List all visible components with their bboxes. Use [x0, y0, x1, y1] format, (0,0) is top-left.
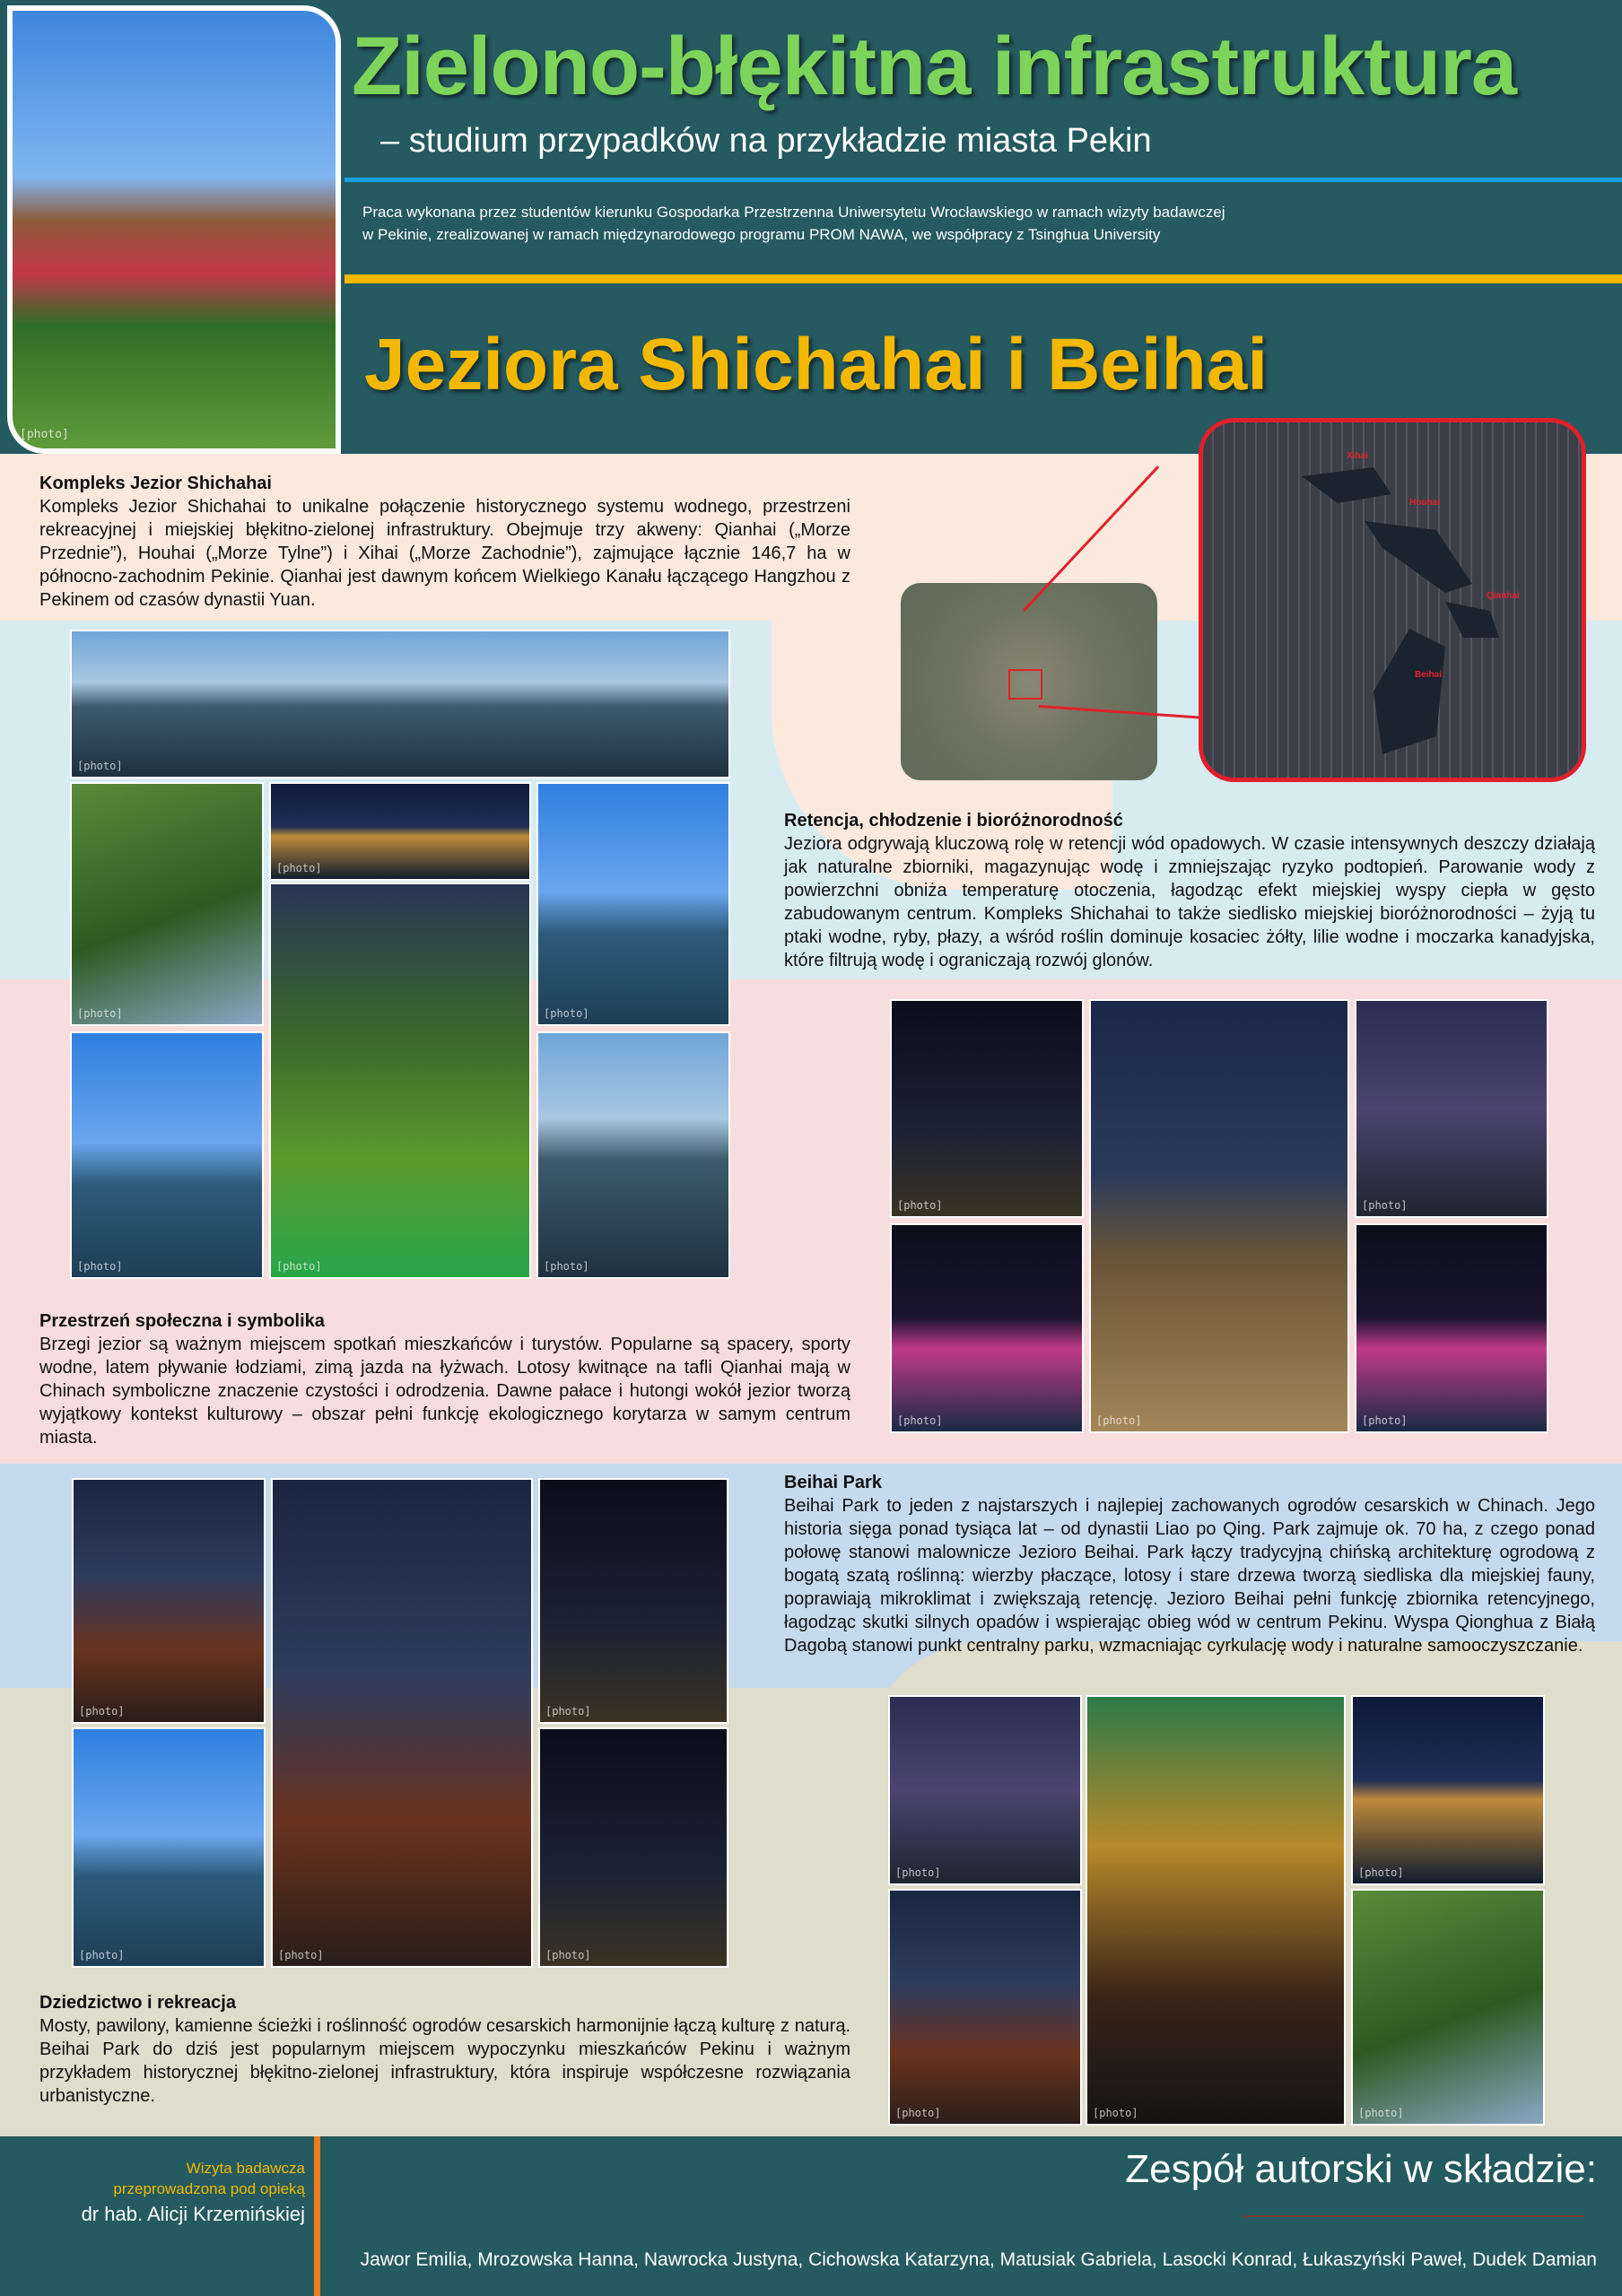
heading-heritage: Dziedzictwo i rekreacja — [39, 1993, 236, 2013]
photo-city-skyline: [photo] — [1355, 999, 1548, 1218]
photo-floating-plants: [photo] — [269, 883, 531, 1279]
lake-xihai — [1302, 467, 1391, 503]
text-shichahai — [39, 472, 850, 612]
photo-stone-bridge-night: [photo] — [538, 1478, 728, 1724]
visit-line-2: przeprowadzona pod opieką — [113, 2180, 305, 2197]
body-heritage: Mosty, pawilony, kamienne ścieżki i roślinność ogrodów cesarskich harmonijnie łączą kulturę z naturą. Beihai Park do dziś jest popularnym miejscem wypoczynku mieszkańców Pekinu i ważnym przykładem historycznej błękitno-zielonej infrastruktury, która inspiruje współczesne rozwiązania urbanistyczne. — [39, 2016, 850, 2106]
poster-title: Zielono-błękitna infrastruktura — [352, 21, 1517, 112]
visit-note — [0, 2158, 305, 2199]
lake-outlines — [1203, 422, 1586, 782]
heading-beihai: Beihai Park — [784, 1473, 882, 1492]
photo-boats-lake: [photo] — [536, 1031, 730, 1279]
photo-night-pavilion: [photo] — [269, 782, 531, 881]
text-beihai — [784, 1471, 1595, 1657]
lake-qianhai — [1445, 602, 1499, 638]
map-label-xihai: Xihai — [1347, 451, 1368, 461]
photo-lake-panorama: [photo] — [70, 630, 730, 778]
photo-garden-rocks: [photo] — [538, 1727, 728, 1968]
satellite-map-beijing — [901, 583, 1157, 780]
map-label-houhai: Houhai — [1409, 498, 1440, 508]
photo-pagoda-shore: [photo] — [70, 1031, 264, 1279]
photo-tower-night: [photo] — [888, 1889, 1082, 2126]
text-retention — [784, 809, 1595, 972]
photo-boardwalk-night: [photo] — [1089, 999, 1349, 1433]
lake-beihai — [1373, 629, 1445, 754]
heading-shichahai: Kompleks Jezior Shichahai — [39, 474, 272, 493]
photo-white-dagoba-gate: [photo] — [271, 1478, 533, 1968]
intro-line-2: w Pekinie, zrealizowanej w ramach międzynarodowego programu PROM NAWA, we współpracy z Tsinghua University — [362, 226, 1161, 243]
photo-canal-night: [photo] — [890, 999, 1084, 1218]
heading-retention: Retencja, chłodzenie i bioróżnorodność — [784, 811, 1123, 831]
photo-arched-bridge: [photo] — [72, 1727, 266, 1968]
map-label-qianhai: Qianhai — [1487, 591, 1520, 601]
poster-subtitle: – studium przypadków na przykładzie miasta Pekin — [380, 122, 1152, 160]
header-divider-blue — [344, 178, 1622, 182]
body-social: Brzegi jezior są ważnym miejscem spotkań mieszkańców i turystów. Popularne są spacery, sporty wodne, latem pływanie łodziami, zimą jazda na łyżwach. Lotosy kwitnące na tafli Qianhai mają w Chinach symboliczne znaczenie czystości i odrodzenia. Dawne pałace i hutongi wokół jezior tworzą wyjątkowy kontekst kulturowy – obszar pełni funkcję ekologicznego korytarza w samym centrum miasta. — [39, 1335, 850, 1448]
map-label-beihai: Beihai — [1415, 670, 1443, 680]
text-social — [39, 1309, 850, 1449]
footer-divider — [1243, 2215, 1584, 2217]
photo-red-pavilion: [photo] — [72, 1478, 266, 1724]
photo-dagoba-twilight: [photo] — [888, 1695, 1082, 1885]
photo-willow-bridge: [photo] — [70, 782, 264, 1026]
photo-reflections-night: [photo] — [890, 1223, 1084, 1433]
authors-list: Jawor Emilia, Mrozowska Hanna, Nawrocka Justyna, Cichowska Katarzyna, Matusiak Gabriela, Lasocki Konrad, Łukaszyński Paweł, Dudek Damian — [360, 2249, 1597, 2270]
text-heritage — [39, 1991, 850, 2108]
section-title: Jeziora Shichahai i Beihai — [364, 324, 1269, 405]
photo-lily-pads: [photo] — [536, 782, 730, 1026]
map-highlight-box — [1008, 669, 1042, 700]
intro-line-1: Praca wykonana przez studentów kierunku Gospodarka Przestrzenna Uniwersytetu Wrocławskiego w ramach wizyty badawczej — [362, 204, 1225, 221]
body-shichahai: Kompleks Jezior Shichahai to unikalne połączenie historycznego systemu wodnego, przestrzeni rekreacyjnej i miejskiej błękitno-zielonej infrastruktury. Obejmuje trzy akweny: Qianhai („Morze Przednie”), Houhai („Morze Tylne”) i Xihai („Morze Zachodnie”), zajmujące łącznie 146,7 ha w północno-zachodnim Pekinie. Qianhai jest dawnym końcem Wielkiego Kanału łączącego Hangzhou z Pekinem od czasów dynastii Yuan. — [39, 497, 850, 610]
lake-houhai — [1365, 521, 1472, 593]
intro-text — [362, 201, 1313, 246]
supervisor-name: dr hab. Alicji Krzemińskiej — [81, 2203, 305, 2225]
satellite-map-lakes — [1199, 418, 1586, 782]
photo-willow-bridge-night: [photo] — [1351, 1889, 1545, 2126]
body-beihai: Beihai Park to jeden z najstarszych i najlepiej zachowanych ogrodów cesarskich w Chinach. Jego historia sięga ponad tysiąca lat – od dynastii Liao po Qing. Park zajmuje ok. 70 ha, z czego ponad połowę stanowi malownicze Jezioro Beihai. Park łączy tradycyjną chińską architekturę ogrodową z bogatą szatą roślinną: wierzby płaczące, lotosy i stare drzewa tworzą siedliska dla miejskiej fauny, poprawiają mikroklimat i zwiększają retencję. Jezioro Beihai pełni funkcję zbiornika retencyjnego, łagodząc skutki silnych opadów i wspierając obieg wód w centrum Pekinu. Wyspa Qionghua z Białą Dagobą stanowi punkt centralny parku, wzmacniając cyrkulację wody i naturalne samooczyszczanie. — [784, 1496, 1595, 1656]
photo-island-reflection: [photo] — [1351, 1695, 1545, 1885]
hero-photo-tiananmen: [photo] — [7, 5, 341, 454]
team-title: Zespół autorski w składzie: — [1125, 2147, 1597, 2191]
header-divider-yellow — [344, 274, 1622, 283]
body-retention: Jeziora odgrywają kluczową rolę w retencji wód opadowych. W czasie intensywnych deszczy działają jak naturalne zbiorniki, magazynując wodę i zmniejszając ryzyko podtopień. Parowanie wody z powierzchni obniża temperaturę otoczenia, łagodząc efekt miejskiej wyspy ciepła w gęsto zabudowanym centrum. Kompleks Shichahai to także siedlisko miejskiej bioróżnorodności – żyją tu ptaki wodne, ryby, płazy, a wśród roślin dominuje kosaciec żółty, lilie wodne i moczarka kanadyjska, które filtrują wodę i ograniczają rozwój glonów. — [784, 834, 1595, 970]
heading-social: Przestrzeń społeczna i symbolika — [39, 1311, 325, 1331]
photo-colored-lights: [photo] — [1355, 1223, 1548, 1433]
visit-line-1: Wizyta badawcza — [186, 2160, 305, 2177]
photo-painted-corridor: [photo] — [1086, 1695, 1346, 2126]
footer-orange-bar — [314, 2136, 320, 2296]
